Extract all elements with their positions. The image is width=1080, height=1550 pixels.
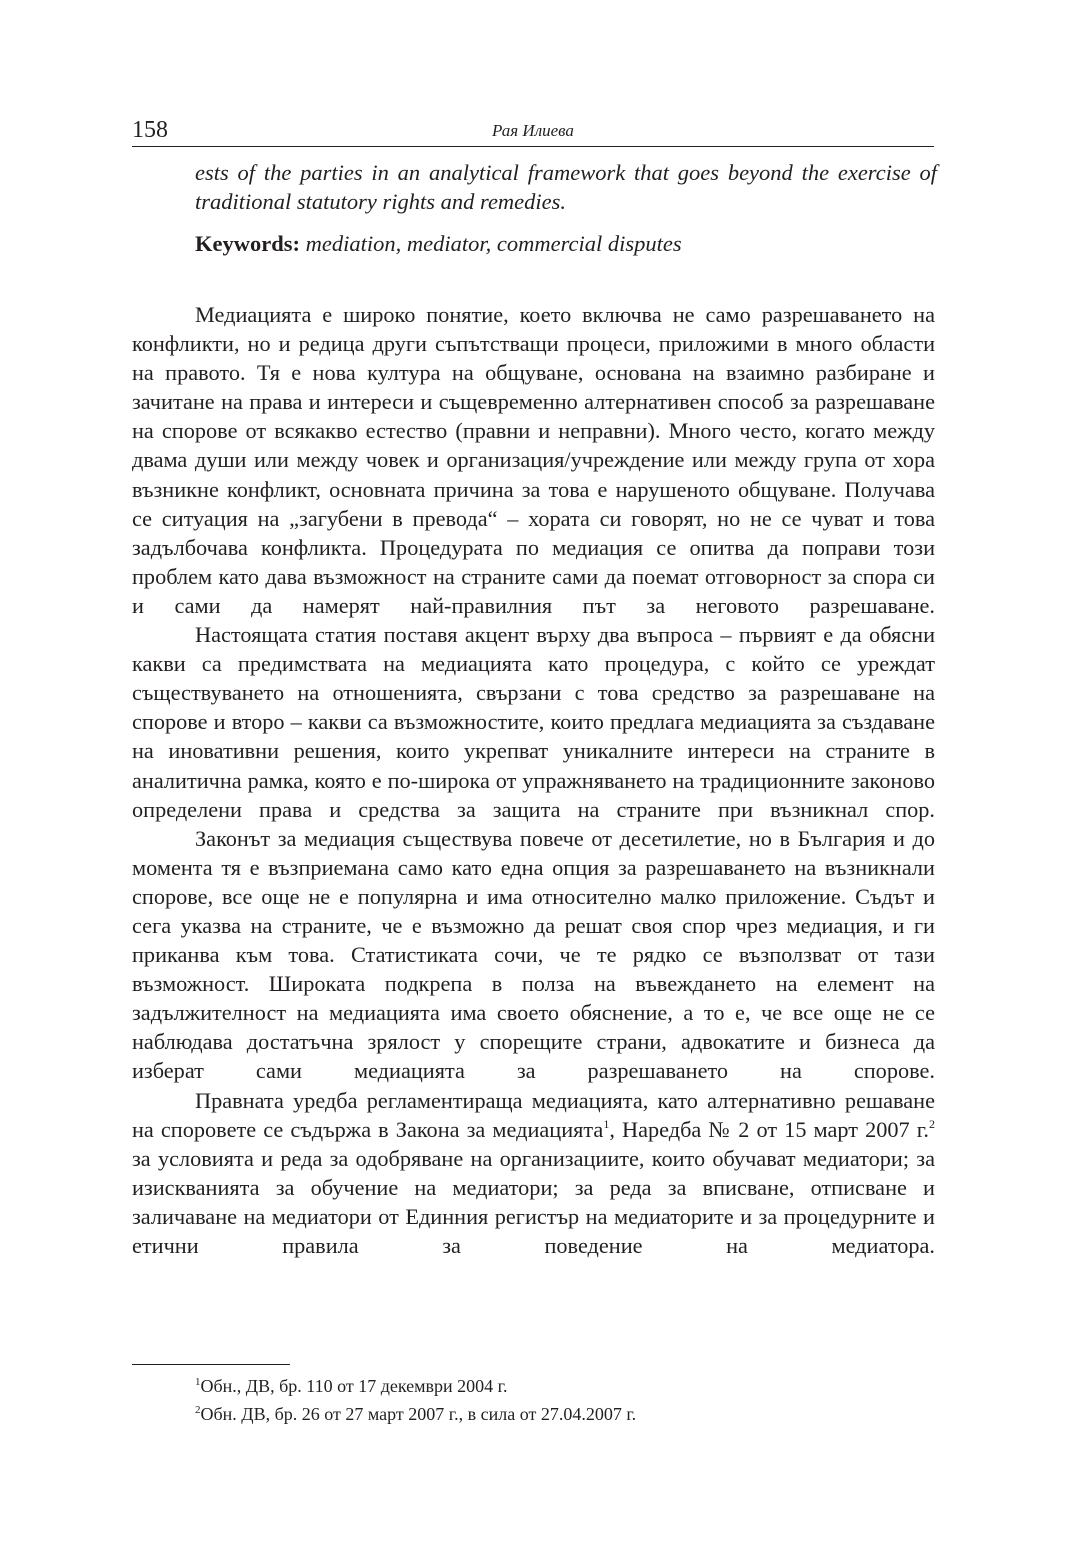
footnote-1-text: Обн., ДВ, бр. 110 от 17 декември 2004 г. [200,1376,508,1396]
paragraph-4-part-3: за условията и реда за одобряване на организациите, които обучават медиатори; за изискванията за обучение на медиатори; за реда за вписване, отписване и заличаване на медиатори от Единния регистър на медиаторите и за процедурните и етични правила за поведение на медиатора. [132,1145,935,1258]
keywords-line [195,229,937,258]
paragraph-4-part-2: , Наредба № 2 от 15 март 2007 г. [609,1116,929,1142]
footnote-reference-1[interactable]: 1 [603,1116,610,1131]
page-number: 158 [132,117,168,143]
article-body [132,300,935,1260]
abstract-continuation: ests of the parties in an analytical framework that goes beyond the exercise of traditional statutory rights and remedies. [195,160,937,214]
page-header [132,116,934,147]
footnote-2-text: Обн. ДВ, бр. 26 от 27 март 2007 г., в сила от 27.04.2007 г. [200,1404,637,1424]
body-paragraph-1: Медиацията е широко понятие, което включва не само разрешаването на конфликти, но и редица други съпътстващи процеси, приложими в много области на правото. Тя е нова култура на общуване, основана на взаимно разбиране и зачитане на права и интереси и същевременно алтернативен способ за разрешаване на спорове от всякакво естество (правни и неправни). Много често, когато между двама души или между човек и организация/учреждение или между група от хора възникне конфликт, основната причина за това е нарушеното общуване. Получава се ситуация на „загубени в превода“ – хората си говорят, но не се чуват и това задълбочава конфликта. Процедурата по медиация се опитва да поправи този проблем като дава възможност на страните сами да поемат отговорност за спора си и сами да намерят най-правилния път за неговото разрешаване. [132,302,935,618]
footnote-reference-2[interactable]: 2 [928,1116,935,1131]
running-head-author: Рая Илиева [492,121,574,140]
body-paragraph-3: Законът за медиация съществува повече от десетилетие, но в България и до момента тя е възприемана само като една опция за разрешаването на възникнали спорове, все още не е популярна и има относително малко приложение. Съдът и сега указва на страните, че е възможно да решат своя спор чрез медиация, и ги приканва към това. Статистиката сочи, че те рядко се възползват от тази възможност. Широката подкрепа в полза на въвеждането на елемент на задължителност на медиацията има своето обяснение, а то е, че все още не се наблюдава достатъчна зрялост у спорещите страни, адвокатите и бизнеса да изберат сами медиацията за разрешаването на спорове. [132,825,935,1084]
body-paragraph-2: Настоящата статия поставя акцент върху два въпроса – първият е да обясни какви са предимствата на медиацията като процедура, с който се уреждат съществуването на отношенията, свързани с това средство за разрешаване на спорове и второ – какви са възможностите, които предлага медиацията за създаване на иновативни решения, които укрепват уникалните интереси на страните в аналитична рамка, която е по-широка от упражняването на традиционните законово определени права и средства за защита на страните при възникнал спор. [132,622,935,822]
footnote-2 [195,1400,935,1428]
paragraph-4-part-1: Правната уредба регламентираща медиацията, като алтернативно решаване на споровете се съдържа в Закона за медиацията [132,1087,935,1142]
footnote-1-number: 1 [195,1376,201,1388]
keywords-label: Keywords: [195,231,300,256]
footnote-divider [132,1364,290,1365]
body-paragraph-4 [132,1086,935,1261]
footnote-2-number: 2 [195,1404,201,1416]
keywords-values: mediation, mediator, commercial disputes [305,231,682,256]
footnote-1 [195,1372,935,1400]
footnotes [195,1372,935,1428]
